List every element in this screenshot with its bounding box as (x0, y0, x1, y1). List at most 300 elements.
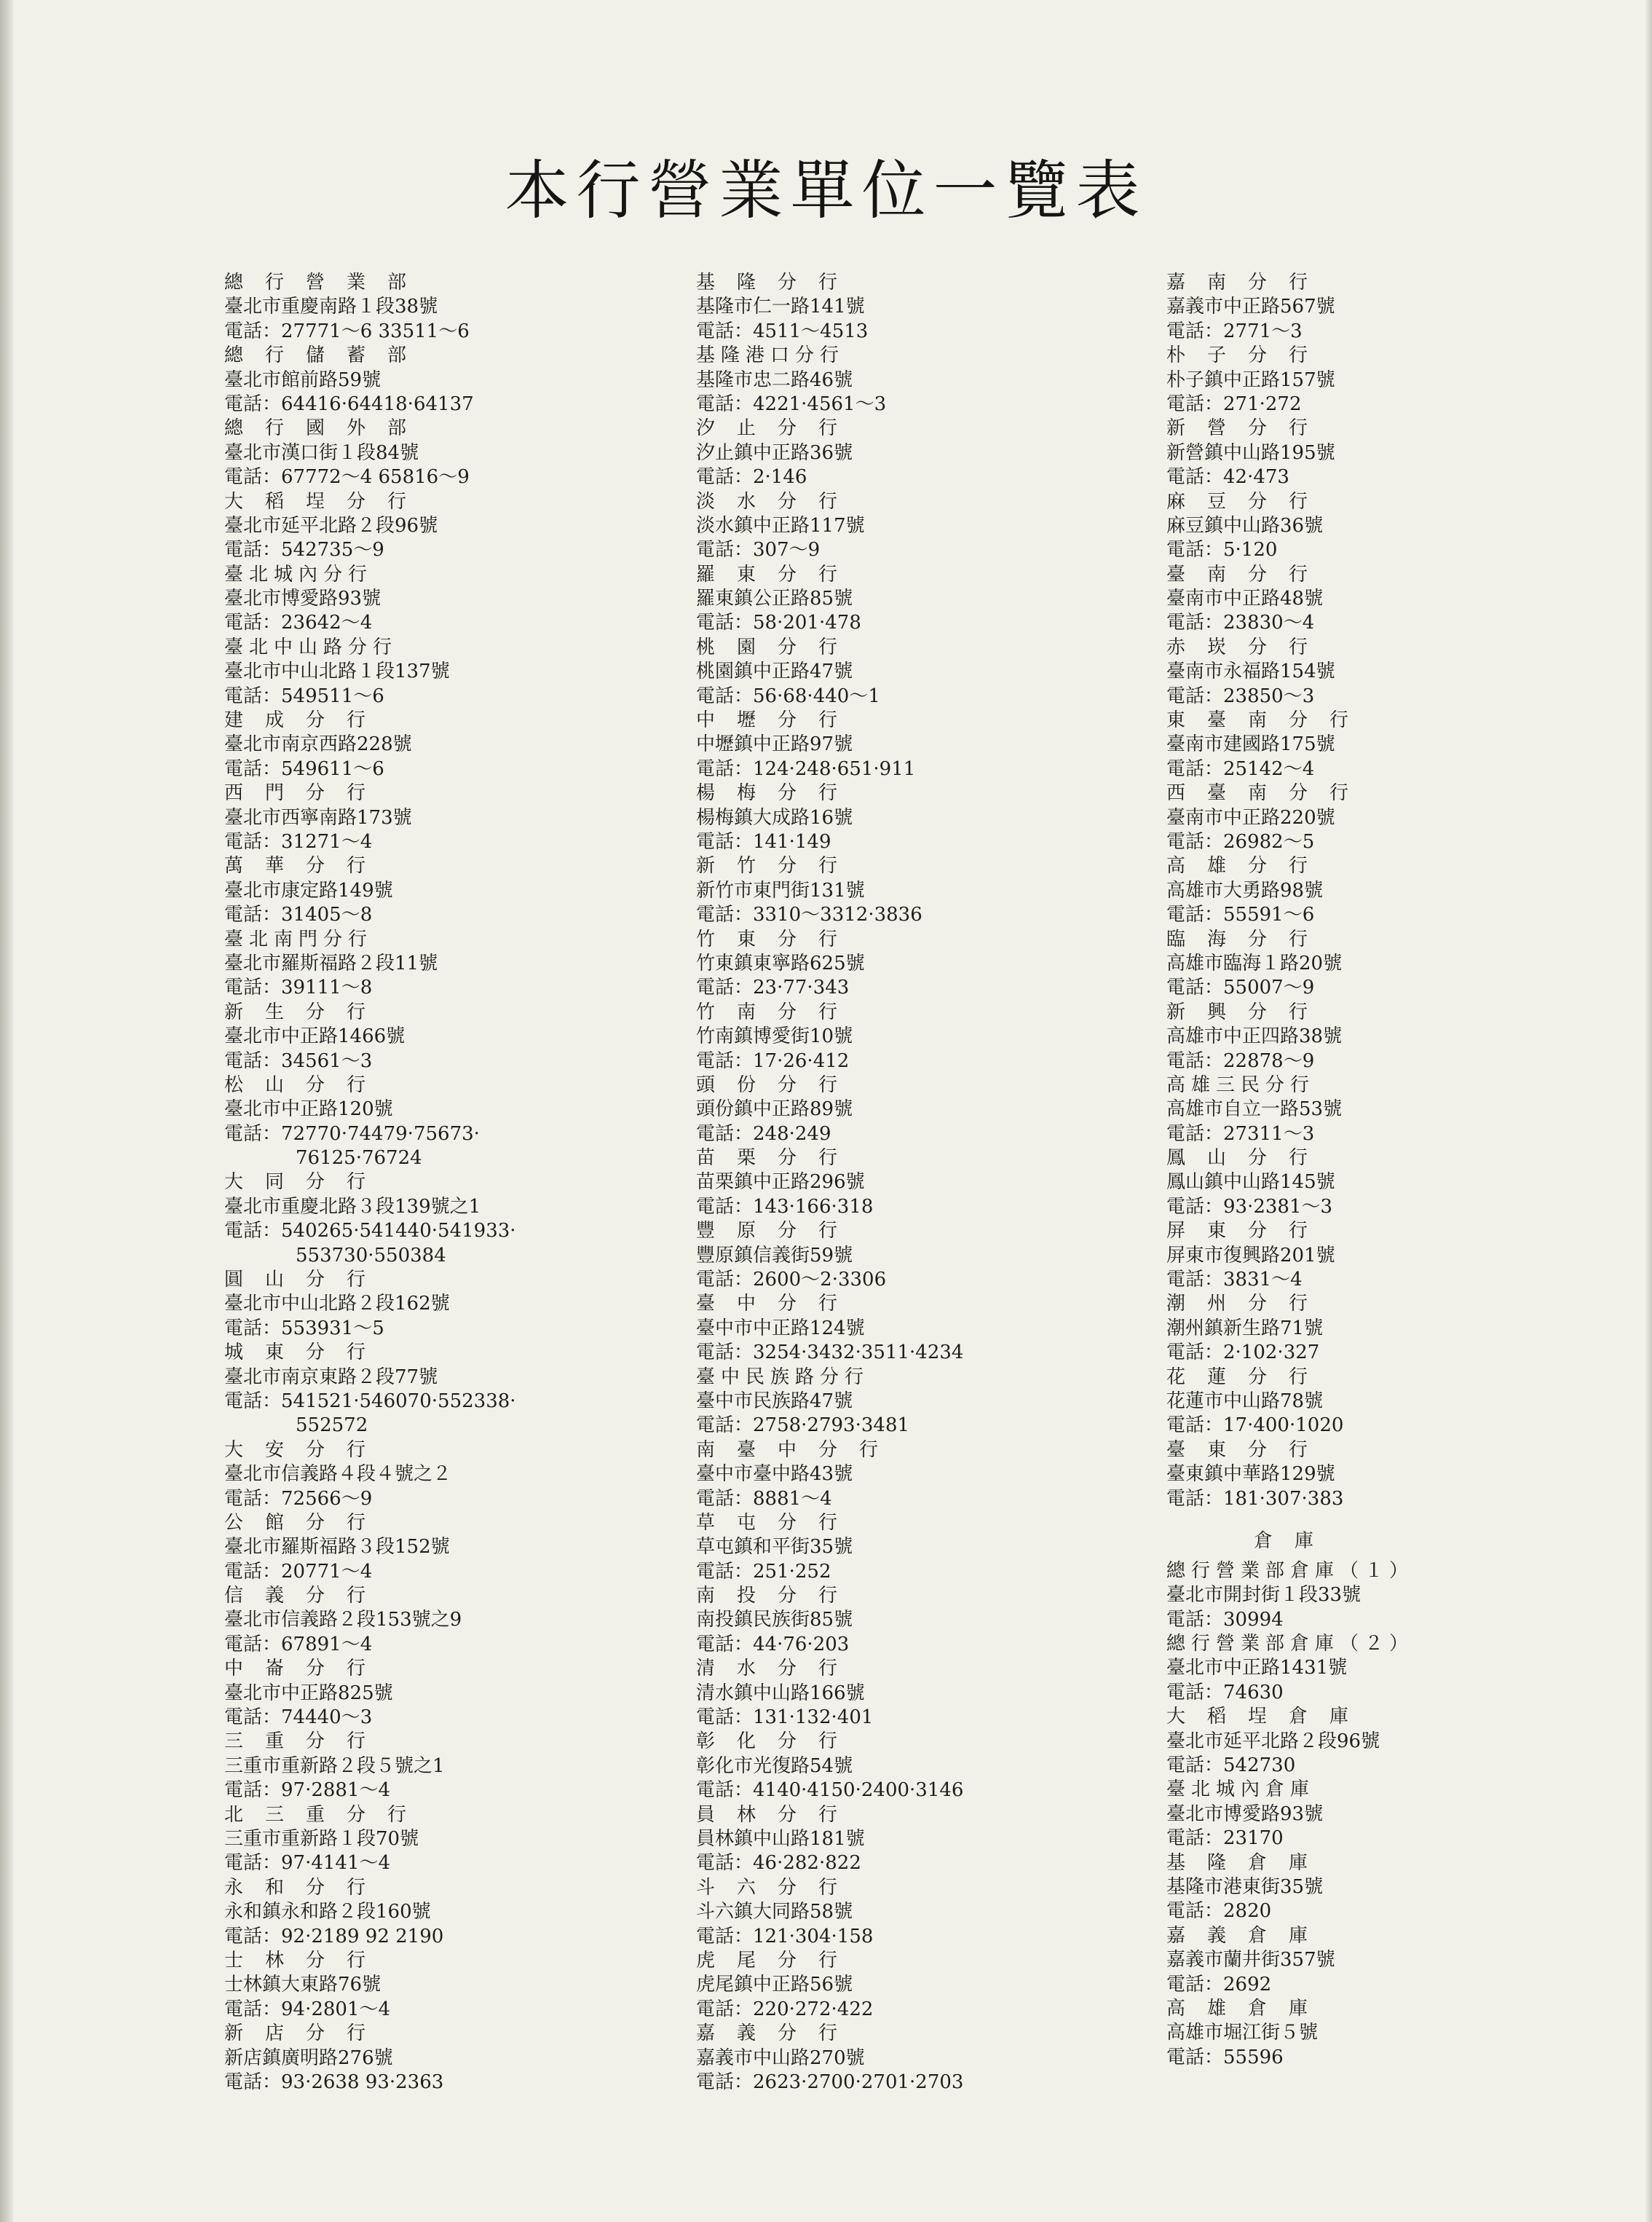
branch-name: 臺北中山路分行 (224, 636, 398, 658)
branch-phone: 電話：2·146 (696, 466, 807, 489)
branch-name: 西臺南分行 (1166, 782, 1371, 805)
branch-name: 中壢分行 (696, 709, 860, 732)
branch-entry (1166, 854, 1632, 927)
warehouse-phone: 電話：542730 (1166, 1754, 1296, 1777)
branch-name: 嘉義分行 (696, 2022, 860, 2045)
branch-entry (224, 417, 690, 489)
branch-entry (696, 2022, 1162, 2095)
branch-entry (1166, 1366, 1632, 1438)
branch-entry (696, 1438, 1162, 1511)
branch-entry (1166, 1219, 1632, 1292)
branch-entry (696, 1219, 1162, 1292)
page-title: 本行營業單位一覽表 (505, 153, 1147, 228)
branch-name: 草屯分行 (696, 1511, 860, 1534)
branch-name: 頭份分行 (696, 1073, 860, 1096)
branch-name: 竹南分行 (696, 1001, 860, 1023)
branch-entry (696, 1511, 1162, 1584)
branch-phone: 電話：23830～4 (1166, 612, 1315, 634)
branch-name: 新生分行 (224, 1001, 388, 1023)
branch-phone: 電話：25142～4 (1166, 757, 1315, 780)
branch-address: 豐原鎮信義街59號 (696, 1244, 853, 1266)
warehouse-entry (1166, 1997, 1632, 2070)
branch-name: 永和分行 (224, 1876, 388, 1899)
branch-address: 臺北市中山北路２段162號 (224, 1293, 450, 1315)
branch-phone: 552572 (296, 1414, 368, 1437)
branch-address: 竹南鎮博愛街10號 (696, 1025, 853, 1048)
branch-address: 臺北市延平北路２段96號 (224, 514, 438, 537)
branch-phone: 電話：20771～4 (224, 1560, 373, 1583)
branch-entry (696, 1073, 1162, 1146)
branch-phone: 電話：4511～4513 (696, 320, 869, 342)
branch-phone: 電話：34561～3 (224, 1049, 373, 1072)
branch-phone: 電話：26982～5 (1166, 830, 1315, 853)
branch-entry (224, 1803, 690, 1876)
branch-address: 中壢鎮中正路97號 (696, 733, 853, 756)
branch-name: 朴子分行 (1166, 344, 1330, 367)
branch-name: 潮州分行 (1166, 1293, 1330, 1315)
branch-name: 竹東分行 (696, 928, 860, 950)
branch-phone: 電話：17·26·412 (696, 1049, 850, 1072)
branch-phone: 電話：22878～9 (1166, 1049, 1315, 1072)
branch-name: 淡水分行 (696, 490, 860, 513)
branch-address: 虎尾鎮中正路56號 (696, 1974, 853, 1996)
branch-name: 新營分行 (1166, 417, 1330, 440)
branch-entry (224, 344, 690, 417)
branch-address: 潮州鎮新生路71號 (1166, 1317, 1324, 1339)
branch-phone: 電話：72566～9 (224, 1487, 373, 1510)
warehouse-address: 臺北市中正路1431號 (1166, 1657, 1348, 1679)
branch-phone: 電話：307～9 (696, 539, 821, 562)
branch-entry (696, 1001, 1162, 1073)
branch-entry (1166, 271, 1632, 344)
warehouse-entry (1166, 1851, 1632, 1924)
branch-entry (696, 1657, 1162, 1730)
branch-address: 永和鎮永和路２段160號 (224, 1901, 431, 1923)
branch-entry (696, 1292, 1162, 1365)
branch-entry (224, 636, 690, 709)
warehouse-address: 臺北市博愛路93號 (1166, 1803, 1324, 1825)
branch-address: 臺北市中正路825號 (224, 1682, 393, 1704)
warehouse-entry (1166, 1705, 1632, 1778)
branch-address: 臺北市博愛路93號 (224, 588, 382, 610)
branch-phone: 電話：2771～3 (1166, 320, 1303, 342)
branch-name: 南臺中分行 (696, 1438, 901, 1461)
warehouse-address: 臺北市開封街１段33號 (1166, 1584, 1361, 1607)
branch-name: 三重分行 (224, 1730, 388, 1753)
branch-phone: 電話：74440～3 (224, 1706, 373, 1729)
branch-address: 臺中市臺中路43號 (696, 1463, 853, 1486)
branch-phone: 電話：42·473 (1166, 466, 1289, 489)
branch-name: 高雄分行 (1166, 855, 1330, 878)
branch-phone: 電話：27771～6 33511～6 (224, 320, 470, 342)
branch-address: 臺南市中正路48號 (1166, 588, 1324, 610)
warehouse-name: 總行營業部倉庫（１） (1166, 1559, 1415, 1582)
branch-address: 臺北市羅斯福路３段152號 (224, 1536, 450, 1559)
branch-address: 臺北市西寧南路173號 (224, 806, 412, 829)
branch-address: 士林鎮大東路76號 (224, 1974, 382, 1996)
branch-entry (224, 1730, 690, 1803)
branch-phone: 電話：8881～4 (696, 1487, 832, 1510)
branch-name: 萬華分行 (224, 855, 388, 878)
branch-entry (1166, 417, 1632, 489)
branch-address: 臺東鎮中華路129號 (1166, 1463, 1335, 1486)
branch-name: 基隆港口分行 (696, 344, 845, 367)
branch-entry (224, 1268, 690, 1341)
branch-entry (696, 854, 1162, 927)
branch-phone: 電話：23850～3 (1166, 685, 1315, 707)
branch-entry (224, 854, 690, 927)
branch-phone: 電話：31271～4 (224, 830, 373, 853)
branch-entry (224, 1584, 690, 1657)
branch-phone: 電話：67891～4 (224, 1633, 373, 1655)
branch-name: 臨海分行 (1166, 928, 1330, 950)
warehouse-entry (1166, 1632, 1632, 1705)
branch-entry (224, 2022, 690, 2095)
branch-name: 公館分行 (224, 1511, 388, 1534)
branch-address: 臺南市中正路220號 (1166, 806, 1335, 829)
branch-address: 楊梅鎮大成路16號 (696, 806, 853, 829)
branch-address: 臺北市康定路149號 (224, 879, 393, 902)
warehouse-address: 臺北市延平北路２段96號 (1166, 1730, 1380, 1752)
branch-entry (224, 928, 690, 1001)
branch-address: 臺北市南京東路２段77號 (224, 1366, 438, 1388)
branch-entry (696, 1876, 1162, 1949)
branch-address: 羅東鎮公正路85號 (696, 588, 853, 610)
branch-entry (696, 1949, 1162, 2022)
branch-phone: 電話：93·2381～3 (1166, 1195, 1333, 1218)
branch-entry (224, 1511, 690, 1584)
branch-entry (696, 636, 1162, 709)
warehouse-entry (1166, 1924, 1632, 1997)
warehouse-phone: 電話：30994 (1166, 1608, 1284, 1631)
branch-name: 羅東分行 (696, 563, 860, 586)
branch-address: 苗栗鎮中正路296號 (696, 1171, 865, 1194)
branch-name: 總行營業部 (224, 272, 429, 293)
branch-phone: 電話：46·282·822 (696, 1852, 861, 1875)
branch-list (1166, 271, 1632, 1511)
branch-entry (696, 563, 1162, 636)
branch-entry (696, 490, 1162, 563)
branch-name: 臺南分行 (1166, 563, 1330, 586)
branch-address: 彰化市光復路54號 (696, 1754, 853, 1777)
branch-address: 斗六鎮大同路58號 (696, 1901, 853, 1923)
branch-address: 屏東市復興路201號 (1166, 1244, 1335, 1266)
branch-entry (1166, 1146, 1632, 1219)
branch-address: 桃園鎮中正路47號 (696, 661, 853, 683)
branch-phone: 電話：55591～6 (1166, 904, 1315, 926)
warehouse-entry (1166, 1559, 1632, 1632)
branch-address: 頭份鎮中正路89號 (696, 1098, 853, 1121)
branch-name: 豐原分行 (696, 1220, 860, 1242)
branch-name: 建成分行 (224, 709, 388, 732)
branch-entry (696, 1584, 1162, 1657)
branch-name: 新興分行 (1166, 1001, 1330, 1023)
branch-address: 臺南市建國路175號 (1166, 733, 1335, 756)
branch-name: 赤崁分行 (1166, 636, 1330, 658)
warehouse-phone: 電話：2692 (1166, 1973, 1272, 1996)
branch-phone: 電話：220·272·422 (696, 1998, 874, 2020)
branch-address: 高雄市大勇路98號 (1166, 879, 1324, 902)
branch-name: 臺中民族路分行 (696, 1366, 870, 1388)
branch-entry (696, 344, 1162, 417)
branch-address: 三重市重新路２段５號之1 (224, 1754, 445, 1777)
branch-phone: 電話：121·304·158 (696, 1925, 874, 1947)
branch-name: 圓山分行 (224, 1269, 388, 1291)
branch-phone: 電話：23642～4 (224, 612, 373, 634)
branch-entry (696, 1730, 1162, 1803)
branch-address: 臺北市漢口街１段84號 (224, 441, 419, 464)
branch-address: 臺北市館前路59號 (224, 369, 382, 391)
branch-phone: 電話：2600～2·3306 (696, 1269, 887, 1291)
warehouse-name: 大稻埕倉庫 (1166, 1706, 1371, 1728)
warehouse-address: 基隆市港東街35號 (1166, 1876, 1324, 1898)
branch-phone: 電話：124·248·651·911 (696, 757, 916, 780)
branch-phone: 電話：2623·2700·2701·2703 (696, 2071, 964, 2093)
warehouse-list (1166, 1559, 1632, 2070)
branch-name: 屏東分行 (1166, 1220, 1330, 1242)
branch-phone: 電話：67772～4 65816～9 (224, 466, 470, 489)
branch-phone: 電話：3831～4 (1166, 1269, 1303, 1291)
branch-name: 嘉南分行 (1166, 272, 1330, 293)
branch-entry (696, 417, 1162, 489)
branch-phone: 電話：58·201·478 (696, 612, 861, 634)
branch-name: 苗栗分行 (696, 1147, 860, 1170)
branch-name: 大稻埕分行 (224, 490, 429, 513)
page-right-edge (1645, 0, 1652, 2222)
branch-entry (224, 1341, 690, 1438)
branch-address: 花蓮市中山路78號 (1166, 1390, 1324, 1412)
branch-name: 桃園分行 (696, 636, 860, 658)
branch-phone: 電話：39111～8 (224, 977, 373, 999)
branch-name: 大安分行 (224, 1438, 388, 1461)
branch-name: 花蓮分行 (1166, 1366, 1330, 1388)
branch-address: 嘉義市中山路270號 (696, 2046, 865, 2069)
branch-name: 東臺南分行 (1166, 709, 1371, 732)
branch-entry (696, 928, 1162, 1001)
branch-address: 臺中市民族路47號 (696, 1390, 853, 1412)
branch-name: 臺中分行 (696, 1293, 860, 1315)
branch-address: 嘉義市中正路567號 (1166, 296, 1335, 318)
branch-entry (696, 1146, 1162, 1219)
branch-entry (224, 1170, 690, 1268)
branch-address: 臺北市中山北路１段137號 (224, 661, 450, 683)
branch-entry (1166, 1073, 1632, 1146)
branch-address: 臺南市永福路154號 (1166, 661, 1335, 683)
branch-phone: 電話：141·149 (696, 830, 831, 853)
branch-name: 南投分行 (696, 1585, 860, 1607)
branch-address: 臺中市中正路124號 (696, 1317, 865, 1339)
branch-name: 楊梅分行 (696, 782, 860, 805)
branch-name: 臺東分行 (1166, 1438, 1330, 1461)
branch-address: 鳳山鎮中山路145號 (1166, 1171, 1335, 1194)
branch-phone: 電話：97·4141～4 (224, 1852, 391, 1875)
branch-address: 臺北市中正路120號 (224, 1098, 393, 1121)
branch-entry (224, 1876, 690, 1949)
branch-name: 士林分行 (224, 1949, 388, 1971)
branch-name: 鳳山分行 (1166, 1147, 1330, 1170)
branch-phone: 電話：553931～5 (224, 1317, 384, 1339)
branch-phone: 電話：93·2638 93·2363 (224, 2071, 444, 2093)
branch-address: 基隆市忠二路46號 (696, 369, 853, 391)
branch-entry (1166, 1438, 1632, 1511)
branch-phone: 電話：181·307·383 (1166, 1487, 1344, 1510)
branch-name: 城東分行 (224, 1342, 388, 1364)
branch-address: 員林鎮中山路181號 (696, 1828, 865, 1850)
branch-phone: 電話：542735～9 (224, 539, 384, 562)
branch-name: 基隆分行 (696, 272, 860, 293)
branch-entry (224, 1001, 690, 1073)
branch-entry (1166, 344, 1632, 417)
branch-phone: 電話：540265·541440·541933· (224, 1220, 516, 1242)
branch-phone: 電話：549611～6 (224, 757, 384, 780)
branch-address: 新店鎮廣明路276號 (224, 2046, 393, 2069)
branch-phone: 電話：17·400·1020 (1166, 1414, 1344, 1437)
branch-column-3 (1166, 271, 1632, 2070)
branch-name: 北三重分行 (224, 1803, 429, 1826)
branch-entry (696, 781, 1162, 854)
branch-name: 麻豆分行 (1166, 490, 1330, 513)
branch-address: 汐止鎮中正路36號 (696, 441, 853, 464)
branch-entry (1166, 563, 1632, 636)
branch-phone: 電話：541521·546070·552338· (224, 1390, 516, 1412)
branch-phone: 電話：248·249 (696, 1122, 831, 1145)
branch-phone: 電話：251·252 (696, 1560, 831, 1583)
branch-entry (224, 1949, 690, 2022)
branch-phone: 電話：55007～9 (1166, 977, 1315, 999)
warehouse-phone: 電話：2820 (1166, 1900, 1272, 1923)
branch-phone: 電話：2758·2793·3481 (696, 1414, 910, 1437)
branch-phone: 電話：72770·74479·75673· (224, 1122, 480, 1145)
branch-phone: 電話：31405～8 (224, 904, 373, 926)
branch-phone: 電話：5·120 (1166, 539, 1278, 562)
branch-address: 淡水鎮中正路117號 (696, 514, 865, 537)
branch-address: 三重市重新路１段70號 (224, 1828, 419, 1850)
branch-name: 大同分行 (224, 1171, 388, 1194)
branch-entry (224, 1073, 690, 1171)
branch-phone: 電話：3310～3312·3836 (696, 904, 922, 926)
branch-name: 彰化分行 (696, 1730, 860, 1753)
branch-address: 臺北市重慶南路１段38號 (224, 296, 438, 318)
branch-phone: 電話：131·132·401 (696, 1706, 874, 1729)
branch-phone: 電話：64416·64418·64137 (224, 393, 474, 415)
branch-entry (696, 709, 1162, 781)
branch-address: 臺北市南京西路228號 (224, 733, 412, 756)
branch-phone: 電話：97·2881～4 (224, 1779, 391, 1802)
branch-phone: 電話：27311～3 (1166, 1122, 1315, 1145)
branch-phone: 76125·76724 (296, 1147, 422, 1170)
warehouse-address: 高雄市堀江街５號 (1166, 2022, 1319, 2044)
branch-name: 員林分行 (696, 1803, 860, 1826)
branch-entry (696, 1803, 1162, 1876)
branch-entry (1166, 1001, 1632, 1073)
branch-name: 清水分行 (696, 1658, 860, 1680)
branch-phone: 電話：549511～6 (224, 685, 384, 707)
branch-entry (224, 1438, 690, 1511)
branch-entry (224, 781, 690, 854)
branch-entry (1166, 928, 1632, 1001)
branch-address: 麻豆鎮中山路36號 (1166, 514, 1324, 537)
branch-entry (1166, 781, 1632, 854)
branch-phone: 電話：4140·4150·2400·3146 (696, 1779, 964, 1802)
branch-column-1 (224, 271, 690, 2095)
warehouse-name: 高雄倉庫 (1166, 1997, 1330, 2020)
branch-phone: 電話：94·2801～4 (224, 1998, 391, 2020)
branch-name: 總行儲蓄部 (224, 344, 429, 367)
branch-name: 西門分行 (224, 782, 388, 805)
warehouse-name: 臺北城內倉庫 (1166, 1778, 1316, 1801)
branch-entry (696, 271, 1162, 344)
warehouse-phone: 電話：23170 (1166, 1827, 1284, 1850)
branch-entry (1166, 636, 1632, 709)
branch-address: 新竹市東門街131號 (696, 879, 865, 902)
branch-address: 高雄市臨海１路20號 (1166, 952, 1343, 974)
branch-address: 清水鎮中山路166號 (696, 1682, 865, 1704)
branch-address: 臺北市信義路２段153號之9 (224, 1609, 462, 1631)
branch-address: 臺北市中正路1466號 (224, 1025, 406, 1048)
warehouse-phone: 電話：55596 (1166, 2046, 1284, 2068)
branch-column-2 (696, 271, 1162, 2095)
branch-entry (224, 1657, 690, 1730)
branch-entry (224, 490, 690, 563)
branch-phone: 電話：4221·4561～3 (696, 393, 887, 415)
branch-entry (1166, 709, 1632, 781)
branch-name: 虎尾分行 (696, 1949, 860, 1971)
branch-phone: 電話：23·77·343 (696, 977, 850, 999)
warehouse-section-title: 倉庫 (1254, 1529, 1336, 1552)
warehouse-address: 嘉義市蘭井街357號 (1166, 1949, 1335, 1971)
warehouse-phone: 電話：74630 (1166, 1681, 1284, 1703)
branch-address: 草屯鎮和平街35號 (696, 1536, 853, 1559)
branch-phone: 553730·550384 (296, 1244, 446, 1266)
branch-name: 新店分行 (224, 2022, 388, 2045)
branch-entry (224, 563, 690, 636)
branch-entry (696, 1366, 1162, 1438)
branch-name: 高雄三民分行 (1166, 1073, 1316, 1096)
branch-address: 臺北市信義路４段４號之２ (224, 1463, 452, 1486)
branch-name: 松山分行 (224, 1073, 388, 1096)
branch-name: 信義分行 (224, 1585, 388, 1607)
branch-entry (1166, 1292, 1632, 1365)
branch-address: 基隆市仁一路141號 (696, 296, 865, 318)
branch-name: 總行國外部 (224, 417, 429, 440)
branch-name: 新竹分行 (696, 855, 860, 878)
warehouse-name: 總行營業部倉庫（２） (1166, 1633, 1415, 1655)
warehouse-name: 嘉義倉庫 (1166, 1924, 1330, 1947)
branch-phone: 電話：44·76·203 (696, 1633, 850, 1655)
branch-entry (1166, 490, 1632, 563)
branch-phone: 電話：92·2189 92 2190 (224, 1925, 444, 1947)
branch-name: 中崙分行 (224, 1658, 388, 1680)
branch-address: 臺北市重慶北路３段139號之1 (224, 1195, 481, 1218)
warehouse-entry (1166, 1778, 1632, 1851)
branch-phone: 電話：56·68·440～1 (696, 685, 880, 707)
branch-phone: 電話：143·166·318 (696, 1195, 874, 1218)
branch-phone: 電話：3254·3432·3511·4234 (696, 1342, 964, 1364)
branch-name: 臺北城內分行 (224, 563, 374, 586)
branch-entry (224, 709, 690, 781)
branch-name: 斗六分行 (696, 1876, 860, 1899)
branch-address: 臺北市羅斯福路２段11號 (224, 952, 438, 974)
warehouse-name: 基隆倉庫 (1166, 1851, 1330, 1874)
page-binding-edge (0, 0, 13, 2222)
branch-address: 朴子鎮中正路157號 (1166, 369, 1335, 391)
branch-address: 南投鎮民族街85號 (696, 1609, 853, 1631)
branch-phone: 電話：271·272 (1166, 393, 1302, 415)
branch-name: 臺北南門分行 (224, 928, 374, 950)
branch-name: 汐止分行 (696, 417, 860, 440)
branch-address: 高雄市自立一路53號 (1166, 1098, 1343, 1121)
branch-entry (224, 271, 690, 344)
